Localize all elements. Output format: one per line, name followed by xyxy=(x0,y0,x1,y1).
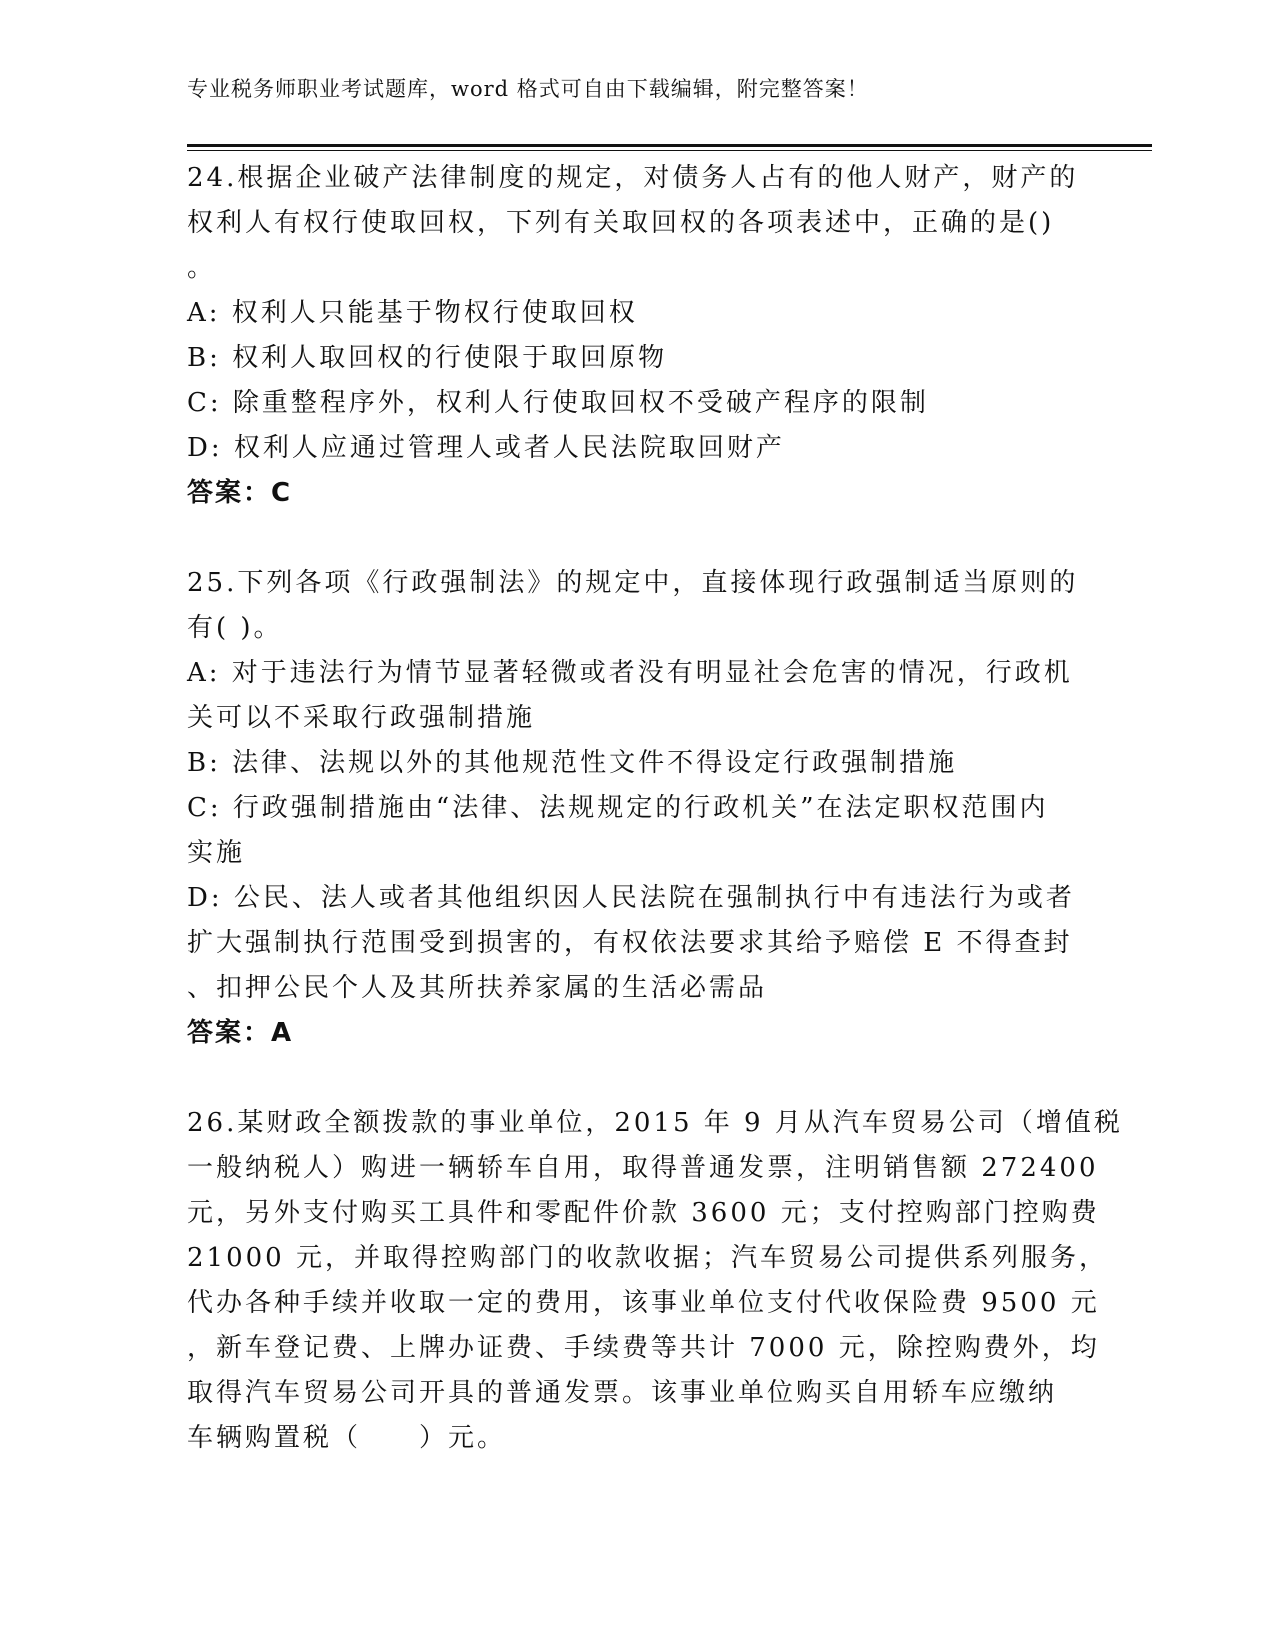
answer-label: 答案：C xyxy=(187,478,293,508)
option-b: B: 法律、法规以外的其他规范性文件不得设定行政强制措施 xyxy=(187,748,958,778)
question-list xyxy=(187,156,1123,1461)
option-a-continued: 关可以不采取行政强制措施 xyxy=(187,703,536,733)
question-stem-line: ，新车登记费、上牌办证费、手续费等共计 7000 元，除控购费外，均 xyxy=(187,1333,1100,1363)
answer-label: 答案：A xyxy=(187,1018,294,1048)
option-c: C: 除重整程序外，权利人行使取回权不受破产程序的限制 xyxy=(187,388,929,418)
option-d: D: 权利人应通过管理人或者人民法院取回财产 xyxy=(187,433,785,463)
question-stem-line: 元，另外支付购买工具件和零配件价款 3600 元；支付控购部门控购费 xyxy=(187,1198,1100,1228)
question-stem-line: 车辆购置税（ ）元。 xyxy=(187,1423,507,1453)
option-d-continued: 扩大强制执行范围受到损害的，有权依法要求其给予赔偿 E 不得查封 xyxy=(187,928,1073,958)
header-divider-thick xyxy=(187,144,1152,147)
page-header: 专业税务师职业考试题库，word 格式可自由下载编辑，附完整答案！ xyxy=(187,77,869,101)
option-d: D: 公民、法人或者其他组织因人民法院在强制执行中有违法行为或者 xyxy=(187,883,1075,913)
header-divider-thin xyxy=(187,150,1152,151)
question-stem-line: 有( )。 xyxy=(187,613,283,643)
question-26 xyxy=(187,1101,1123,1461)
question-stem-line: 。 xyxy=(187,253,217,283)
option-c: C: 行政强制措施由“法律、法规规定的行政机关”在法定职权范围内 xyxy=(187,793,1049,823)
question-stem-line: 26.某财政全额拨款的事业单位，2015 年 9 月从汽车贸易公司（增值税 xyxy=(187,1108,1123,1138)
option-a: A: 权利人只能基于物权行使取回权 xyxy=(187,298,638,328)
question-stem-line: 一般纳税人）购进一辆轿车自用，取得普通发票，注明销售额 272400 xyxy=(187,1153,1099,1183)
question-stem-line: 21000 元，并取得控购部门的收款收据；汽车贸易公司提供系列服务， xyxy=(187,1243,1108,1273)
option-c-continued: 实施 xyxy=(187,838,246,868)
question-stem-line: 取得汽车贸易公司开具的普通发票。该事业单位购买自用轿车应缴纳 xyxy=(187,1378,1058,1408)
question-stem-line: 代办各种手续并收取一定的费用，该事业单位支付代收保险费 9500 元 xyxy=(187,1288,1100,1318)
question-stem-line: 25.下列各项《行政强制法》的规定中，直接体现行政强制适当原则的 xyxy=(187,568,1079,598)
question-25 xyxy=(187,561,1087,1056)
option-b: B: 权利人取回权的行使限于取回原物 xyxy=(187,343,668,373)
option-d-continued: 、扣押公民个人及其所扶养家属的生活必需品 xyxy=(187,973,768,1003)
question-stem-line: 24.根据企业破产法律制度的规定，对债务人占有的他人财产，财产的 xyxy=(187,163,1079,193)
option-a: A: 对于违法行为情节显著轻微或者没有明显社会危害的情况，行政机 xyxy=(187,658,1073,688)
question-stem-line: 权利人有权行使取回权，下列有关取回权的各项表述中，正确的是() xyxy=(187,208,1055,238)
question-spacer xyxy=(187,516,1087,561)
question-spacer xyxy=(187,1056,1087,1101)
question-24 xyxy=(187,156,1087,516)
